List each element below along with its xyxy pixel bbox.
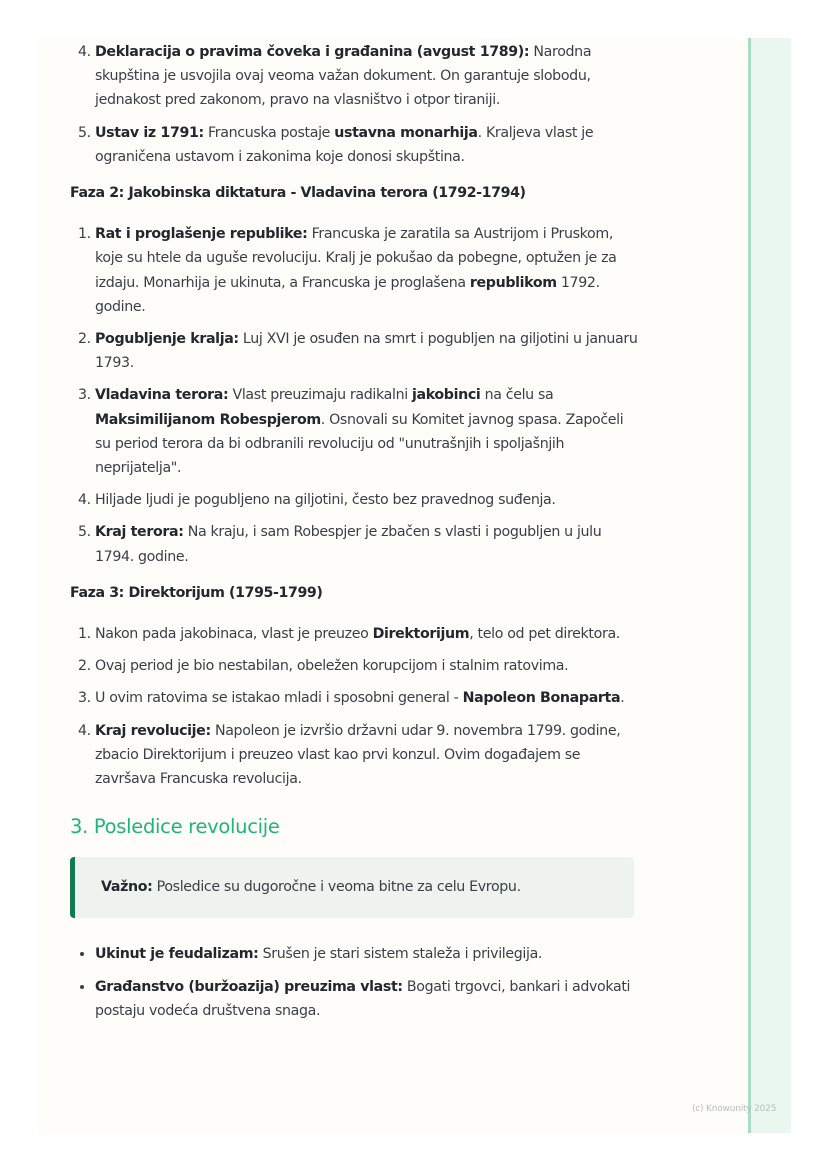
item-text: Na kraju, i sam Robespjer je zbačen s vlasti i pogubljen u julu 1794. godine.	[95, 524, 602, 565]
item-text: na čelu sa	[480, 387, 554, 404]
item-text: Vlast preuzimaju radikalni	[228, 387, 412, 404]
item-term: Ustav iz 1791:	[95, 124, 204, 141]
callout-label: Važno:	[101, 879, 153, 896]
list-item	[95, 686, 640, 710]
bullet-item	[95, 942, 640, 966]
item-text: Ovaj period je bio nestabilan, obeležen korupcijom i stalnim ratovima.	[95, 658, 569, 675]
item-text: Napoleon je izvršio državni udar 9. novembra 1799. godine, zbacio Direktorijum i preuzeo vlast kao prvi konzul. Ovim događajem se završava Francuska revolucija.	[95, 722, 621, 788]
item-text: Srušen je stari sistem staleža i privilegija.	[258, 946, 543, 963]
item-term: Deklaracija o pravima čoveka i građanina (avgust 1789):	[95, 44, 530, 60]
list-item	[95, 222, 640, 319]
item-text: U ovim ratovima se istakao mladi i sposobni general -	[95, 690, 463, 707]
phase2-list	[70, 222, 640, 569]
item-emphasis: ustavna monarhija	[334, 124, 478, 141]
list-item	[95, 622, 640, 646]
document-content	[70, 40, 640, 1031]
consequences-list	[70, 942, 640, 1023]
item-term: Rat i proglašenje republike:	[95, 226, 308, 243]
list-item	[95, 121, 640, 169]
item-text: . Osnovali su Komitet javnog spasa. Započeli su period terora da bi odbranili revoluciju od "unutrašnjih i spoljašnjih neprijatelja".	[95, 411, 624, 477]
item-emphasis: Maksimilijanom Robespjerom	[95, 411, 321, 428]
item-text: Narodna skupština je usvojila ovaj veoma važan dokument. On garantuje slobodu, jednakost pred zakonom, pravo na vlasništvo i otpor tiraniji.	[95, 44, 592, 109]
item-term: Kraj revolucije:	[95, 722, 211, 739]
phase2-title: Faza 2: Jakobinska diktatura - Vladavina terora (1792-1794)	[70, 185, 526, 202]
item-term: Pogubljenje kralja:	[95, 331, 239, 348]
list-item	[95, 383, 640, 480]
list-item	[95, 520, 640, 568]
side-panel-strip	[748, 38, 791, 1133]
item-term: Kraj terora:	[95, 524, 184, 541]
phase3-list	[70, 622, 640, 791]
item-emphasis: Direktorijum	[372, 626, 470, 643]
phase3-title: Faza 3: Direktorijum (1795-1799)	[70, 584, 323, 601]
copyright-watermark: (c) Knowunity 2025	[692, 1104, 777, 1114]
item-term: Građanstvo (buržoazija) preuzima vlast:	[95, 978, 403, 995]
list-item	[95, 488, 640, 512]
phase1-list	[70, 40, 640, 169]
item-text: .	[620, 690, 625, 707]
important-callout	[70, 857, 634, 918]
item-text: Bogati trgovci, bankari i advokati postaju vodeća društvena snaga.	[95, 978, 631, 1019]
item-emphasis: jakobinci	[411, 387, 481, 404]
item-term: Vladavina terora:	[95, 387, 229, 404]
item-text: Hiljade ljudi je pogubljeno na giljotini, često bez pravednog suđenja.	[95, 492, 556, 509]
item-text: . Kraljeva vlast je ograničena ustavom i zakonima koje donosi skupština.	[95, 124, 594, 165]
item-text: Luj XVI je osuđen na smrt i pogubljen na giljotini u januaru 1793.	[95, 331, 638, 372]
list-item	[95, 40, 640, 113]
item-text: 1792. godine.	[95, 274, 600, 315]
bullet-item	[95, 975, 640, 1023]
item-emphasis: Napoleon Bonaparta	[462, 690, 621, 707]
list-item	[95, 719, 640, 792]
section-heading: 3. Posledice revolucije	[70, 815, 280, 839]
list-item	[95, 654, 640, 678]
item-emphasis: republikom	[469, 274, 557, 291]
callout-text: Posledice su dugoročne i veoma bitne za celu Evropu.	[152, 879, 521, 896]
item-text: Francuska je zaratila sa Austrijom i Pruskom, koje su htele da uguše revoluciju. Kralj je pokušao da pobegne, optužen je za izdaju. Monarhija je ukinuta, a Francuska je proglašena	[95, 226, 617, 291]
item-term: Ukinut je feudalizam:	[95, 946, 259, 963]
item-text: Nakon pada jakobinaca, vlast je preuzeo	[95, 626, 373, 643]
item-text: Francuska postaje	[203, 124, 335, 141]
list-item	[95, 327, 640, 375]
item-text: , telo od pet direktora.	[469, 626, 620, 643]
